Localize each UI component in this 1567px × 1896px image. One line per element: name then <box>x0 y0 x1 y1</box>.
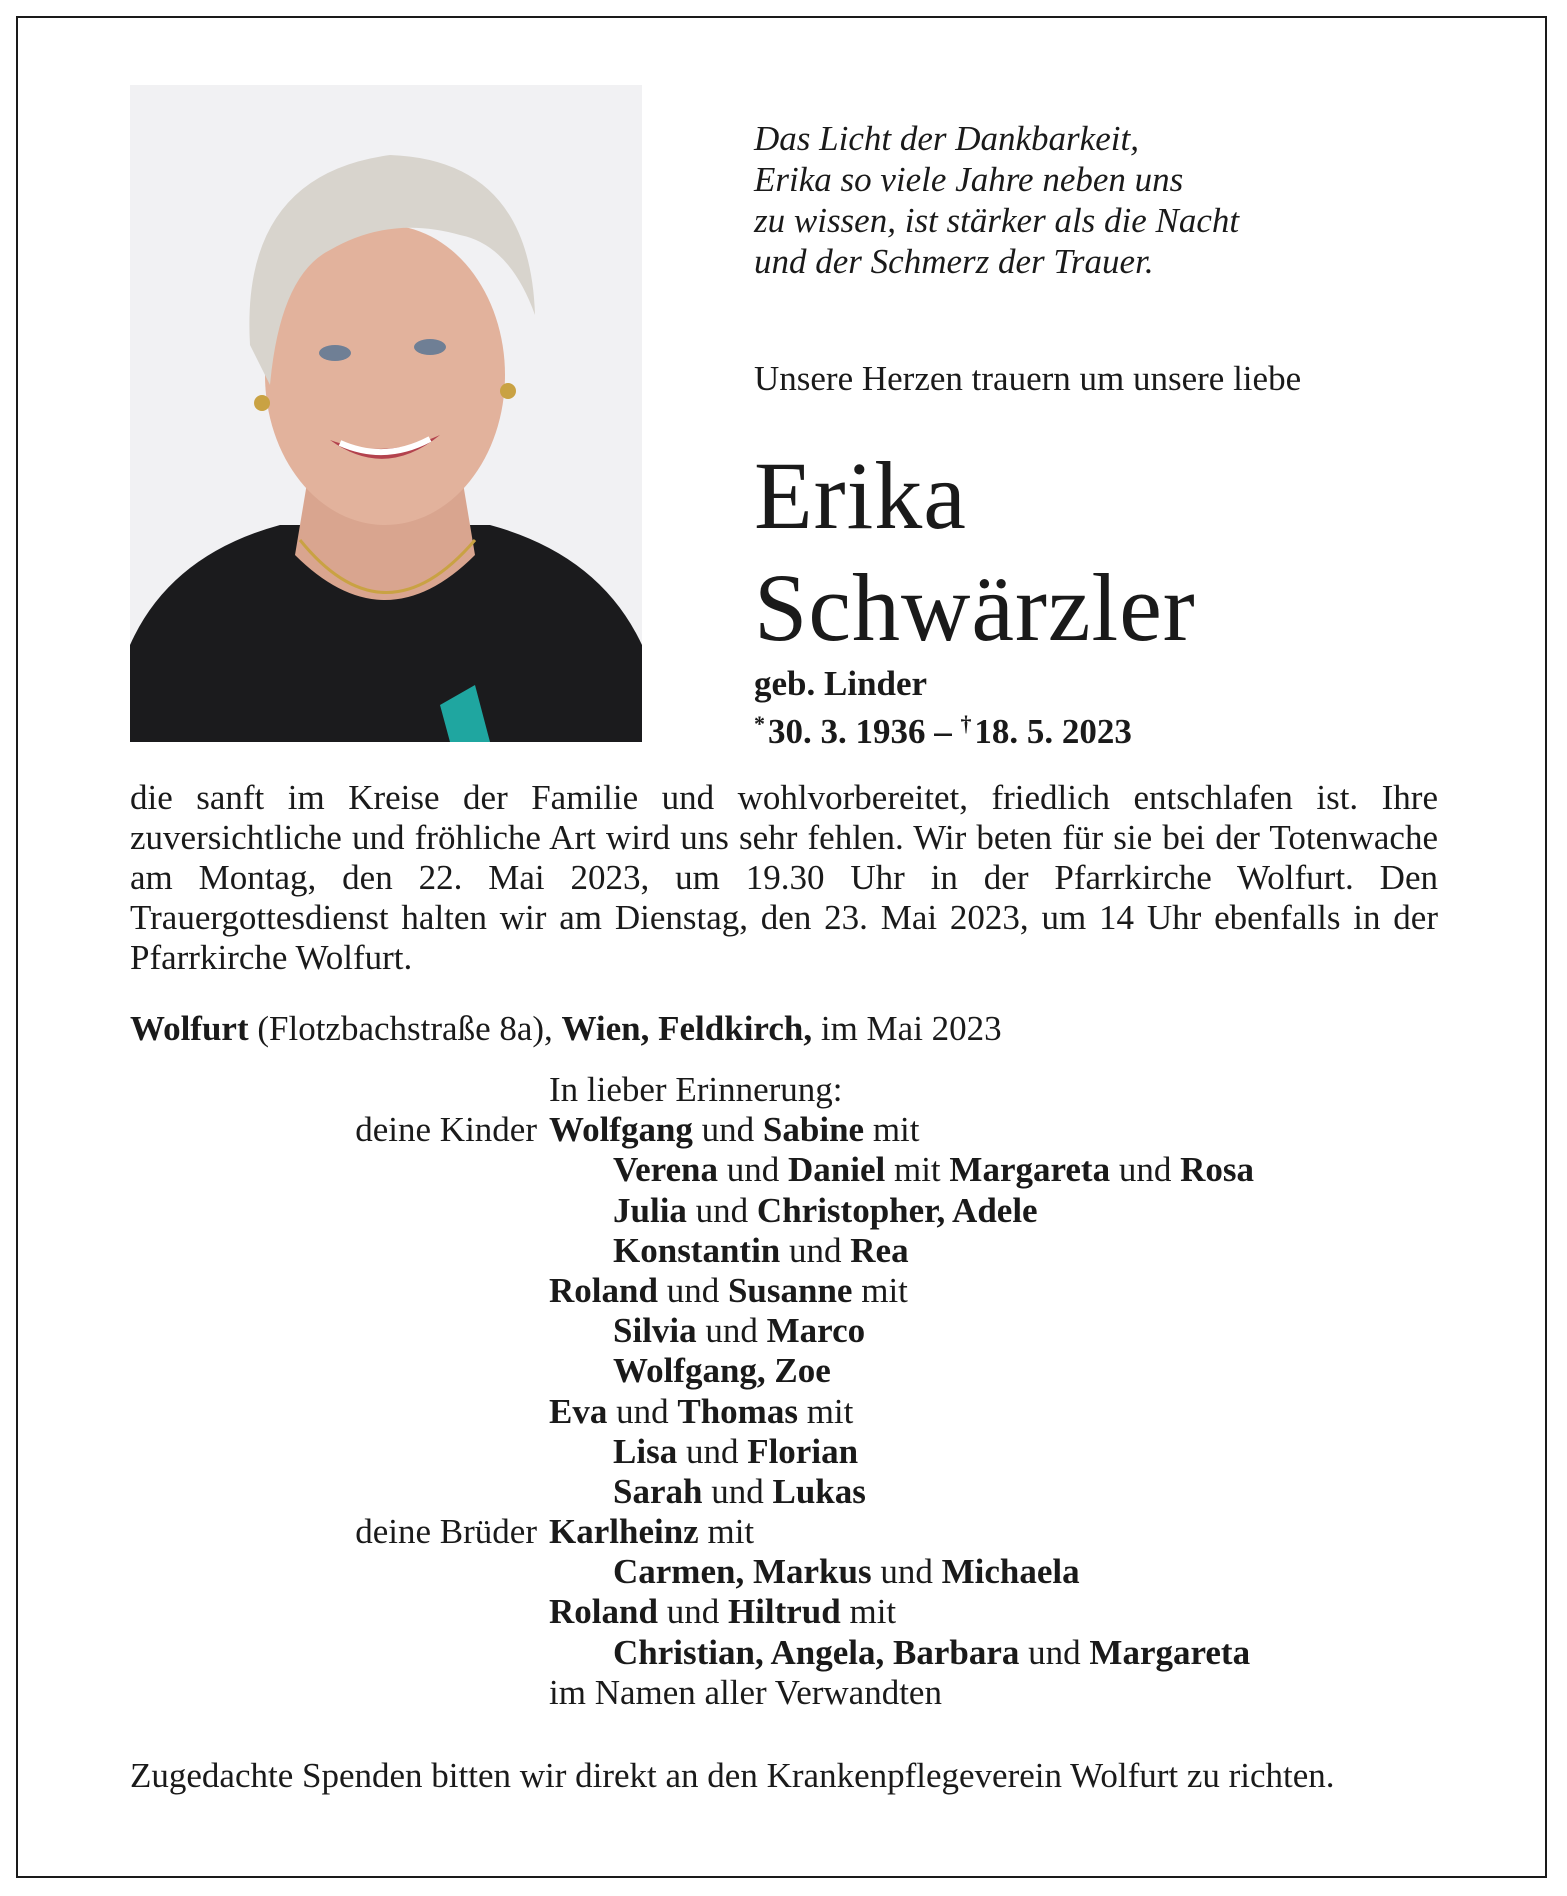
death-date: 18. 5. 2023 <box>974 712 1132 751</box>
family-names <box>549 1592 896 1632</box>
family-connector: mit <box>885 1150 950 1190</box>
birth-mark: * <box>754 711 765 736</box>
family-line <box>0 1552 1567 1592</box>
family-member-name: Marco <box>766 1311 866 1351</box>
family-connector: mit <box>840 1592 897 1632</box>
relation-label: deine Brüder <box>355 1512 537 1552</box>
donation-note: Zugedachte Spenden bitten wir direkt an den Krankenpflegeverein Wolfurt zu richten. <box>130 1756 1335 1795</box>
family-member-name: Rosa <box>1180 1150 1254 1190</box>
first-name: Erika <box>754 442 967 549</box>
family-line <box>0 1592 1567 1632</box>
family-line <box>0 1432 1567 1472</box>
family-names <box>613 1191 1038 1231</box>
memory-heading: In lieber Erinnerung: <box>549 1070 843 1109</box>
family-member-name: Florian <box>747 1431 859 1471</box>
family-names <box>549 1110 920 1150</box>
family-names <box>613 1311 865 1351</box>
portrait-photo <box>130 85 642 742</box>
family-line <box>0 1110 1567 1150</box>
poem <box>754 118 1454 282</box>
family-connector: und <box>1110 1150 1181 1190</box>
family-member-name: Wolfgang <box>549 1110 693 1150</box>
family-member-name: Lukas <box>772 1471 866 1511</box>
poem-line: Das Licht der Dankbarkeit, <box>754 119 1139 158</box>
family-member-name: Konstantin <box>613 1230 781 1270</box>
family-member-name: Roland <box>549 1592 658 1632</box>
family-connector: und <box>657 1270 728 1310</box>
poem-line: zu wissen, ist stärker als die Nacht <box>754 201 1240 240</box>
family-names <box>549 1392 853 1432</box>
place-date: im Mai 2023 <box>812 1009 1002 1048</box>
family-member-name: Eva <box>549 1391 608 1431</box>
family-member-name: Hiltrud <box>727 1592 841 1632</box>
family-member-name: Sabine <box>762 1110 865 1150</box>
announcement-text: die sanft im Kreise der Familie und wohlvorbereitet, friedlich entschlafen ist. Ihre zuversichtliche und fröhliche Art wird uns sehr fehlen. Wir beten für sie bei der Totenwache am Montag, den 22. Mai 2023, um 19.30 Uhr in der Pfarrkirche Wolfurt. Den Trauergottesdienst halten wir am Dienstag, den 23. Mai 2023, um 14 Uhr ebenfalls in der Pfarrkirche Wolfurt. <box>130 778 1438 977</box>
family-lines <box>0 1110 1567 1713</box>
family-names <box>549 1271 908 1311</box>
family-member-name: Michaela <box>941 1552 1080 1592</box>
family-member-name: Verena <box>613 1150 718 1190</box>
memory-heading-line <box>0 1070 1567 1110</box>
family-member-name: Lisa <box>613 1431 678 1471</box>
family-names <box>613 1150 1254 1190</box>
portrait-illustration <box>130 85 642 742</box>
life-dates <box>754 704 1132 752</box>
poem-line: und der Schmerz der Trauer. <box>754 242 1154 281</box>
family-member-name: Rea <box>850 1230 909 1270</box>
family-line <box>0 1392 1567 1432</box>
family-connector: und <box>696 1311 767 1351</box>
family-member-name: Margareta <box>949 1150 1111 1190</box>
family-member-name: Margareta <box>1089 1632 1251 1672</box>
family-connector: mit <box>797 1391 854 1431</box>
family-connector: und <box>607 1391 678 1431</box>
family-member-name: Thomas <box>677 1391 798 1431</box>
poem-line: Erika so viele Jahre neben uns <box>754 160 1184 199</box>
intro-text: Unsere Herzen trauern um unsere liebe <box>754 359 1302 398</box>
family-line <box>0 1633 1567 1673</box>
birth-date: 30. 3. 1936 <box>767 712 926 751</box>
place-date-line <box>130 1008 1002 1050</box>
family-member-name: Karlheinz <box>549 1512 699 1552</box>
family-line <box>0 1351 1567 1391</box>
maiden-name: geb. Linder <box>754 664 928 703</box>
family-connector: und <box>1019 1632 1090 1672</box>
family-names <box>613 1472 866 1512</box>
family-names <box>613 1231 909 1271</box>
family-connector: im Namen aller Verwandten <box>549 1672 942 1712</box>
date-separator: – <box>925 712 961 751</box>
birth-info <box>754 664 1132 752</box>
family-member-name: Susanne <box>727 1270 853 1310</box>
death-mark: † <box>960 711 972 736</box>
family-member-name: Christopher, Adele <box>756 1190 1038 1230</box>
family-member-name: Roland <box>549 1270 658 1310</box>
family-member-name: Silvia <box>613 1311 697 1351</box>
last-name: Schwärzler <box>754 554 1196 661</box>
family-connector: und <box>780 1230 851 1270</box>
deceased-name <box>754 440 1196 664</box>
family-member-name: Wolfgang, Zoe <box>613 1351 831 1391</box>
family-connector: und <box>657 1592 728 1632</box>
family-connector: und <box>718 1150 788 1190</box>
family-member-name: Julia <box>613 1190 687 1230</box>
family-names <box>549 1512 754 1552</box>
family-names <box>613 1432 858 1472</box>
mourners-list <box>0 1070 1567 1713</box>
family-connector: mit <box>852 1270 908 1310</box>
family-names <box>613 1633 1250 1673</box>
place-address: (Flotzbachstraße 8a), <box>248 1009 562 1048</box>
family-line <box>0 1150 1567 1190</box>
family-connector: und <box>677 1431 748 1471</box>
family-names <box>549 1673 942 1713</box>
family-member-name: Sarah <box>613 1471 703 1511</box>
family-line <box>0 1673 1567 1713</box>
family-line <box>0 1231 1567 1271</box>
family-connector: und <box>686 1190 757 1230</box>
family-line <box>0 1311 1567 1351</box>
family-member-name: Carmen, Markus <box>613 1552 872 1592</box>
family-connector: und <box>692 1110 763 1150</box>
place-cities: Wien, Feldkirch, <box>561 1009 813 1048</box>
family-line <box>0 1191 1567 1231</box>
family-connector: mit <box>698 1512 755 1552</box>
family-line <box>0 1271 1567 1311</box>
relation-label: deine Kinder <box>355 1110 537 1150</box>
family-member-name: Daniel <box>788 1150 886 1190</box>
family-connector: und <box>871 1552 942 1592</box>
family-connector: und <box>702 1471 773 1511</box>
family-connector: mit <box>864 1110 920 1150</box>
family-line <box>0 1512 1567 1552</box>
family-names <box>613 1552 1080 1592</box>
family-member-name: Christian, Angela, Barbara <box>613 1632 1020 1672</box>
family-line <box>0 1472 1567 1512</box>
family-names <box>613 1351 831 1391</box>
place-town: Wolfurt <box>130 1009 249 1048</box>
